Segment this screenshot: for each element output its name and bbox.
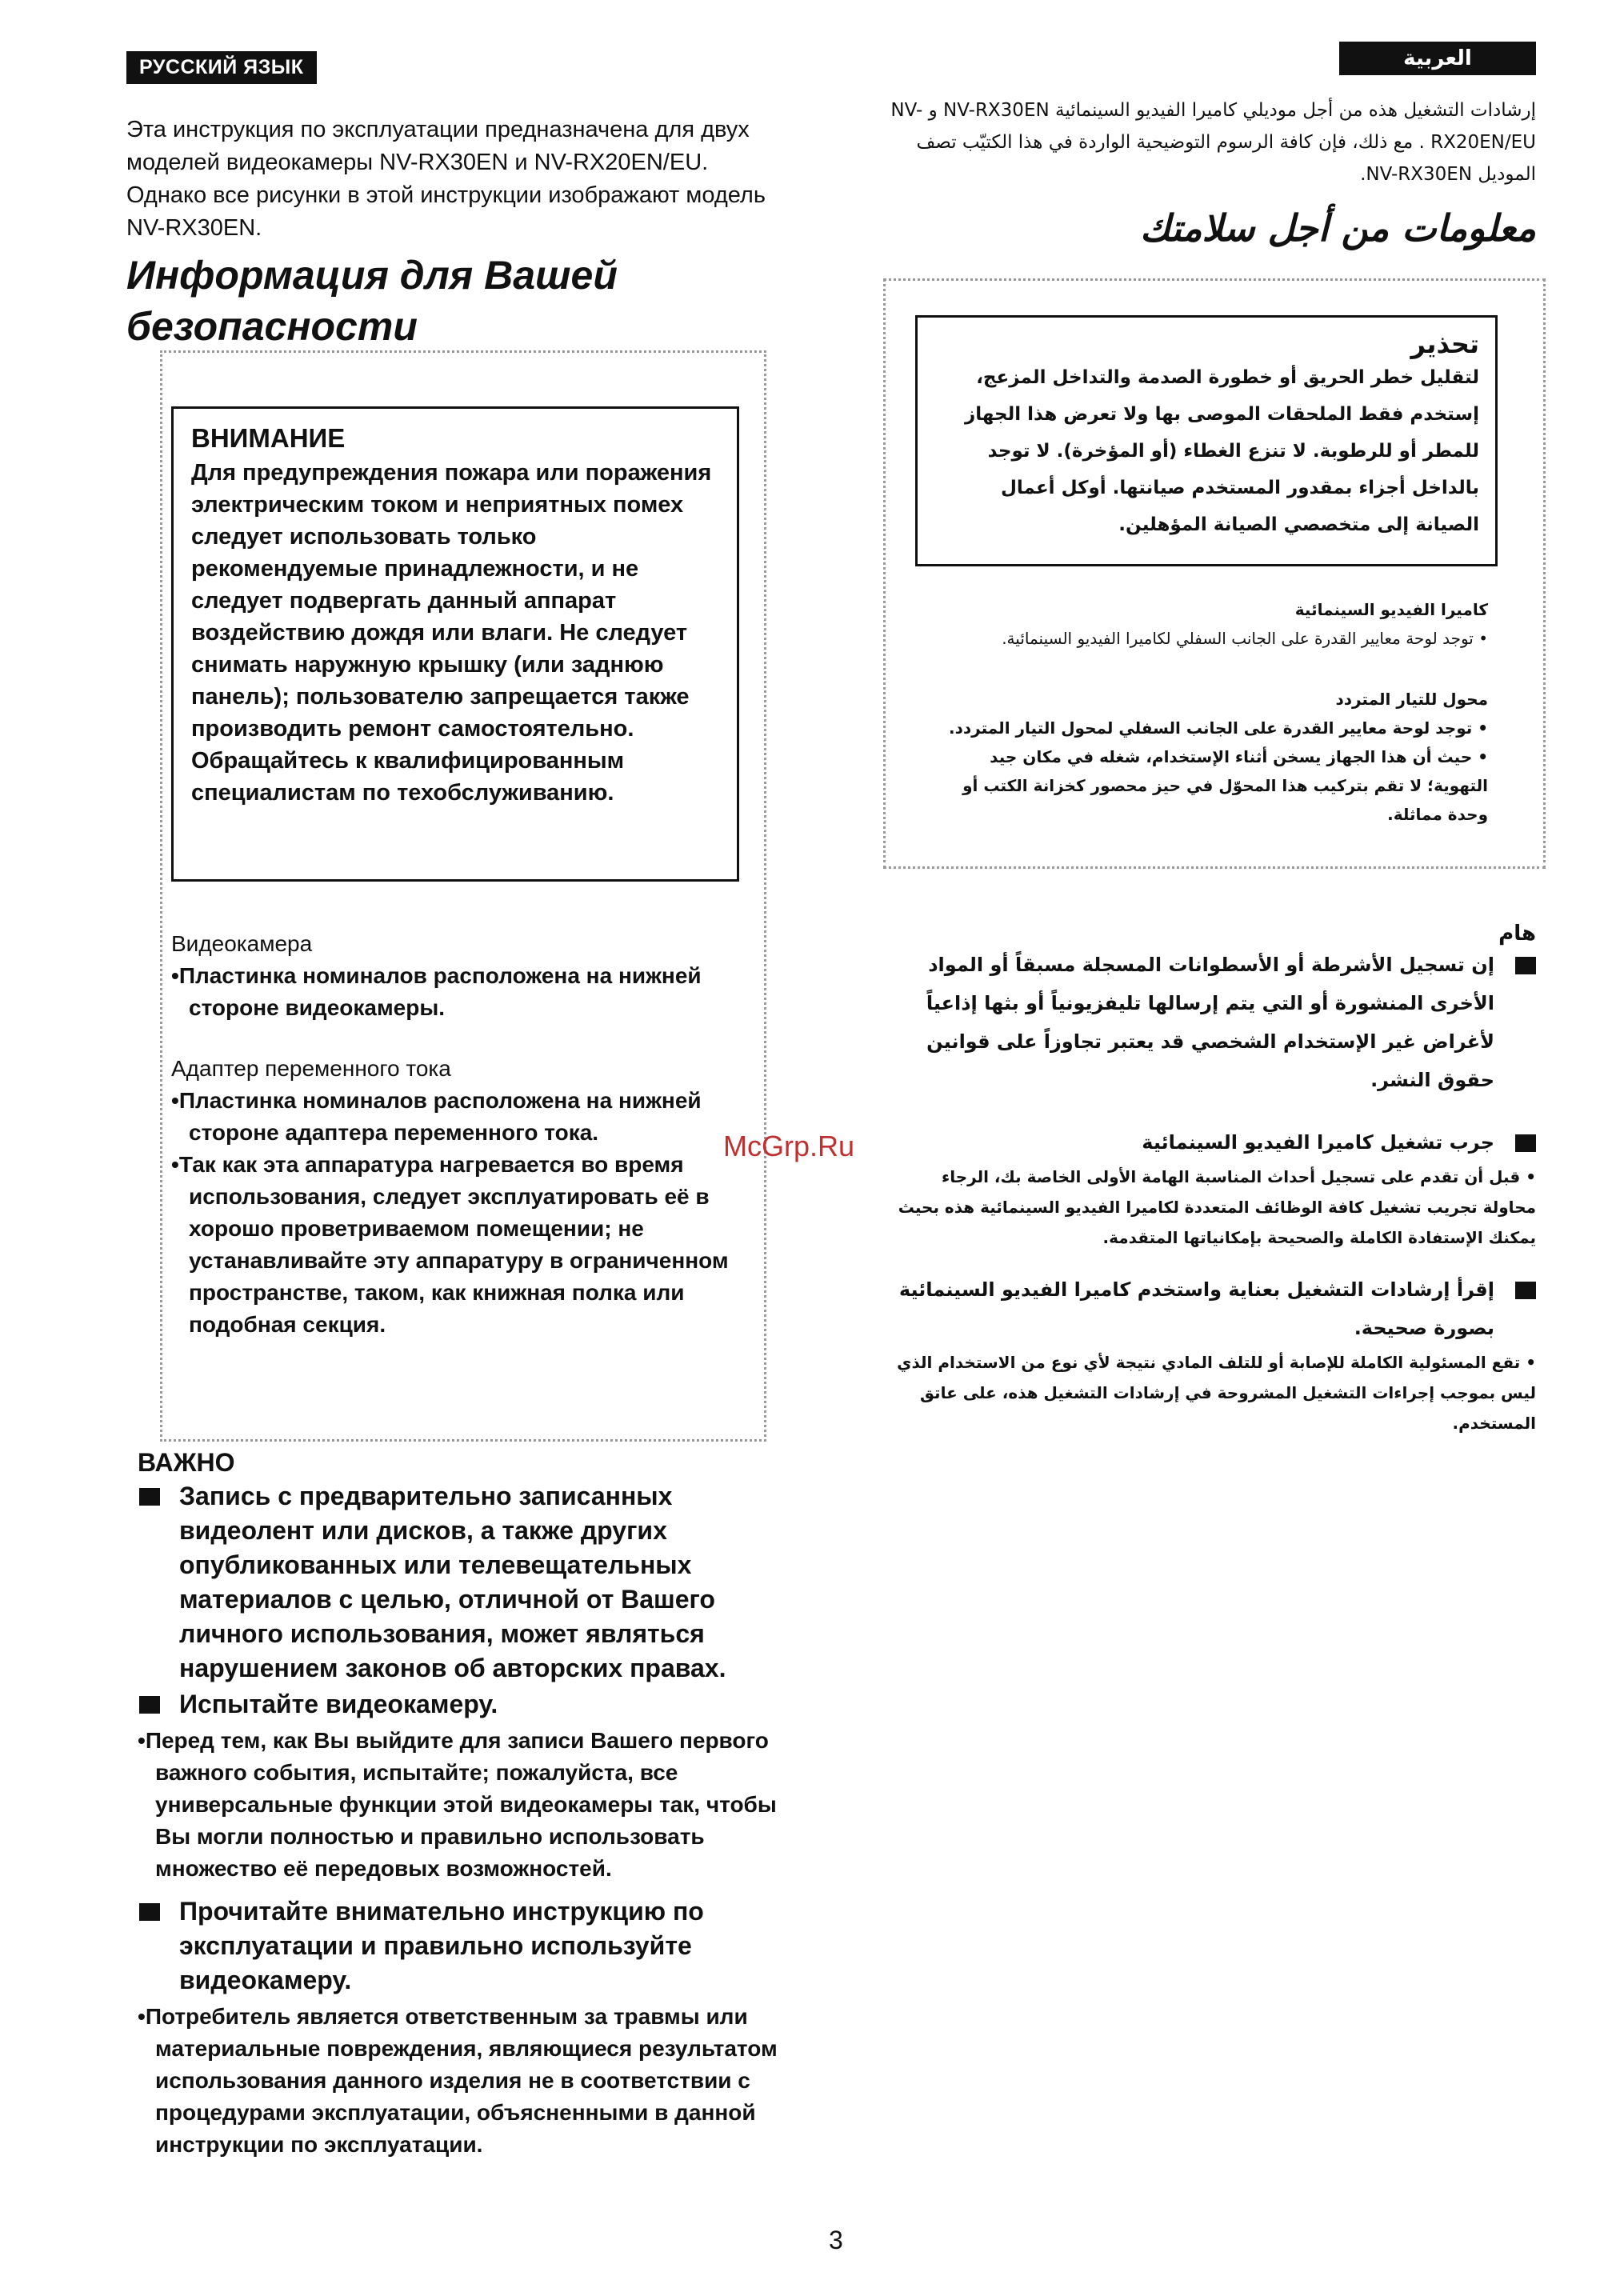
camera-bullet: •Пластинка номиналов расположена на нижней стороне видеокамеры. bbox=[171, 963, 702, 1020]
adapter-bullet-1-arabic: • توجد لوحة معايير القدرة على الجانب السفلي لمحول التيار المتردد. bbox=[949, 718, 1488, 738]
important-item-3-arabic: إقرأ إرشادات التشغيل بعناية واستخدم كاميرا الفيديو السينمائية بصورة صحيحة. bbox=[896, 1270, 1536, 1347]
important-heading: ВАЖНО bbox=[138, 1448, 235, 1477]
watermark-text: McGrp.Ru bbox=[723, 1130, 855, 1162]
intro-text-arabic: إرشادات التشغيل هذه من أجل موديلي كاميرا الفيديو السينمائية NV-RX30EN و NV-RX20EN/EU . مع ذلك، فإن كافة الرسوم التوضيحية الواردة في هذا الكتيّب تصف الموديل NV-RX30EN. bbox=[890, 100, 1536, 185]
adapter-section-arabic bbox=[928, 685, 1488, 829]
important-item-3-bullet: •Потребитель является ответственным за травмы или материальные повреждения, являющиеся результатом использования данного изделия не в соответствии с процедурами эксплуатации, объясненными в данной инструкции по эксплуатации. bbox=[138, 2004, 778, 2157]
section-title-russian: Информация для Вашей безопасности bbox=[126, 253, 618, 349]
adapter-bullet-1: •Пластинка номиналов расположена на нижней стороне адаптера переменного тока. bbox=[171, 1088, 702, 1145]
warning-text-arabic: لتقليل خطر الحريق أو خطورة الصدمة والتداخل المزعج، إستخدم فقط الملحقات الموصى بها ولا تعرض هذا الجهاز للمطر أو للرطوبة. لا تنزع الغطاء (أو المؤخرة). لا توجد بالداخل أجزاء بمقدور المستخدم صيانتها. أوكل أعمال الصيانة إلى متخصصي الصيانة المؤهلين. bbox=[965, 367, 1479, 535]
important-item-3-bullet-arabic: • تقع المسئولية الكاملة للإصابة أو للتلف المادي نتيجة لأي نوع من الاستخدام الذي ليس بموجب إجراءات التشغيل المشروحة في إرشادات التشغيل هذه، على عاتق المستخدم. bbox=[897, 1353, 1536, 1433]
adapter-label-arabic: محول للتيار المتردد bbox=[1335, 690, 1488, 709]
language-badge-arabic: العربية bbox=[1339, 42, 1536, 75]
section-title-arabic: معلومات من أجل سلامتك bbox=[1140, 206, 1536, 250]
adapter-section-russian bbox=[171, 1053, 731, 1341]
important-item-1: Запись с предварительно записанных видеолент или дисков, а также других опубликованных или телевещательных материалов с целью, отличной от Вашего личного использования, может являться нарушением законов об авторских правах. bbox=[138, 1479, 794, 1686]
camera-label-arabic: كاميرا الفيديو السينمائية bbox=[1294, 600, 1488, 619]
camera-section-arabic bbox=[928, 595, 1488, 653]
square-bullet-icon bbox=[1515, 1282, 1536, 1299]
warning-heading-arabic: تحذير bbox=[1410, 329, 1479, 359]
page-number: 3 bbox=[829, 2226, 843, 2254]
adapter-bullet-2: •Так как эта аппаратура нагревается во время использования, следует эксплуатировать её в хорошо проветриваемом помещении; не устанавливайте эту аппаратуру в ограниченном пространстве, таком, как книжная полка или подобная секция. bbox=[171, 1152, 729, 1337]
language-badge-russian: РУССКИЙ ЯЗЫК bbox=[126, 51, 317, 84]
important-section-russian bbox=[138, 1448, 794, 2170]
important-item-2-arabic: جرب تشغيل كاميرا الفيديو السينمائية bbox=[896, 1123, 1536, 1162]
warning-text: Для предупреждения пожара или поражения электрическим током и неприятных помех следует использовать только рекомендуемые принадлежности, и не следует подвергать данный аппарат воздействию дождя или влаги. Не следует снимать наружную крышку (или заднюю панель); пользователю запрещается также производить ремонт самостоятельно. Обращайтесь к квалифицированным специалистам по техобслуживанию. bbox=[191, 460, 712, 806]
important-item-2-bullet: •Перед тем, как Вы выйдите для записи Вашего первого важного события, испытайте; пожалуйста, все универсальные функции этой видеокамеры так, чтобы Вы могли полностью и правильно использовать множество её передовых возможностей. bbox=[138, 1728, 777, 1881]
camera-bullet-arabic: • توجد لوحة معايير القدرة على الجانب السفلي لكاميرا الفيديو السينمائية. bbox=[1002, 629, 1488, 648]
camera-label: Видеокамера bbox=[171, 931, 313, 956]
important-item-2-bullet-arabic: • قبل أن تقدم على تسجيل أحداث المناسبة الهامة الأولى الخاصة بك، الرجاء محاولة تجريب تشغيل كافة الوظائف المتعددة لكاميرا الفيديو السينمائية هذه بحيث يمكنك الإستفادة الكاملة والصحيحة بإمكانياتها المتقدمة. bbox=[898, 1167, 1536, 1247]
adapter-label: Адаптер переменного тока bbox=[171, 1056, 451, 1081]
square-bullet-icon bbox=[139, 1696, 160, 1714]
important-item-2: Испытайте видеокамеру. bbox=[138, 1687, 794, 1722]
warning-box-russian bbox=[171, 406, 739, 882]
square-bullet-icon bbox=[1515, 1134, 1536, 1152]
warning-box-arabic bbox=[915, 315, 1498, 566]
adapter-bullet-2-arabic: • حيث أن هذا الجهاز يسخن أثناء الإستخدام، شغله في مكان جيد التهوية؛ لا تقم بتركيب هذا المحوّل في حيز محصور كخزانة الكتب أو وحدة مماثلة. bbox=[962, 747, 1488, 824]
important-heading-arabic: هام bbox=[1498, 922, 1536, 946]
important-item-3: Прочитайте внимательно инструкцию по эксплуатации и правильно используйте видеокамеру. bbox=[138, 1894, 794, 1998]
square-bullet-icon bbox=[139, 1488, 160, 1506]
intro-text-russian: Эта инструкция по эксплуатации предназначена для двух моделей видеокамеры NV-RX30EN и NV-RX20EN/EU. Однако все рисунки в этой инструкции изображают модель NV-RX30EN. bbox=[126, 117, 766, 241]
square-bullet-icon bbox=[139, 1903, 160, 1921]
square-bullet-icon bbox=[1515, 957, 1536, 974]
warning-heading: ВНИМАНИЕ bbox=[191, 423, 346, 453]
important-item-1-arabic: إن تسجيل الأشرطة أو الأسطوانات المسجلة مسبقاً أو المواد الأخرى المنشورة أو التي يتم إرسالها تليفزيونياً أو بثها إذاعياً لأغراض غير الإستخدام الشخصي قد يعتبر تجاوزاً على قوانين حقوق النشر. bbox=[896, 946, 1536, 1099]
important-section-arabic bbox=[896, 922, 1536, 1456]
camera-section-russian bbox=[171, 928, 731, 1024]
